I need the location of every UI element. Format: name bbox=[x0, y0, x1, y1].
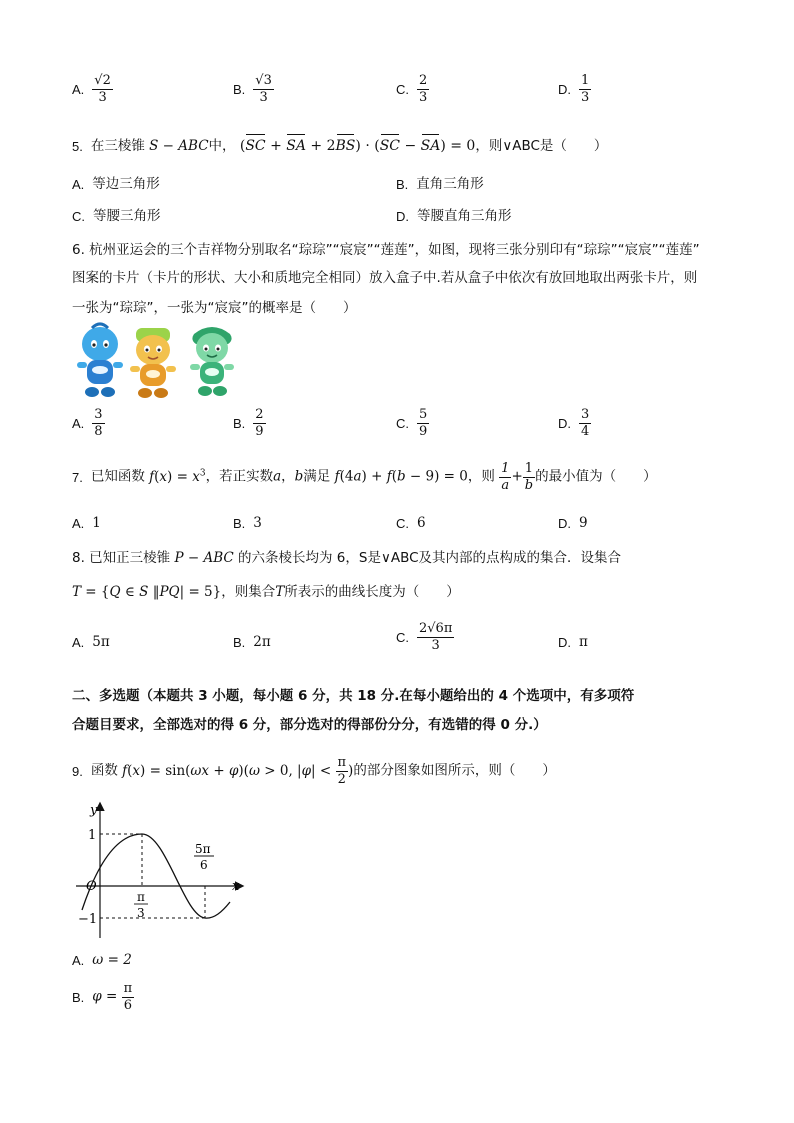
q6-line1: 6. 杭州亚运会的三个吉祥物分别取名“琮琮”“宸宸”“莲莲”，如图，现将三张分别印有“琮琮”“宸宸”“莲莲” bbox=[72, 242, 700, 258]
q6-line2: 图案的卡片（卡片的形状、大小和质地完全相同）放入盒子中.若从盒子中依次有放回地取出两张卡片，则 bbox=[72, 270, 698, 286]
q5-option-a: A. 等边三角形 bbox=[72, 176, 160, 192]
x2-den: 6 bbox=[200, 858, 208, 872]
x1-den: 3 bbox=[137, 906, 145, 920]
q8-option-b: B. 2π bbox=[233, 634, 271, 650]
q5-vector-expression: (SC + SA + 2BS) · (SC − SA) = 0 bbox=[239, 138, 476, 154]
q8-line1: 8. 已知正三棱锥 P − ABC 的六条棱长均为 6，S是∨ABC及其内部的点构成的集合．设集合 bbox=[72, 550, 622, 566]
y-min-label: −1 bbox=[78, 912, 98, 927]
mascots-illustration bbox=[72, 322, 250, 400]
q8-set-def: T = {Q ∈ S ‖PQ| = 5} bbox=[72, 584, 222, 600]
q8-line2: T = {Q ∈ S ‖PQ| = 5}，则集合T所表示的曲线长度为（ ） bbox=[72, 584, 460, 600]
q9-option-b: B. φ = $\frac{\pi}{6}$ bbox=[72, 981, 133, 1013]
q7-option-c: C. 6 bbox=[396, 515, 426, 531]
mascot-chenchen bbox=[130, 328, 176, 398]
section2-heading-line1: 二、多选题（本题共 3 小题，每小题 6 分，共 18 分.在每小题给出的 4 个选项中，有多项符 bbox=[72, 688, 635, 704]
mascot-lianlian bbox=[190, 327, 234, 396]
origin-label: O bbox=[86, 879, 97, 894]
q6-option-a: A. $\frac{3}{8}$ bbox=[72, 407, 103, 439]
q7-condition: f(4a) + f(b − 9) = 0 bbox=[334, 468, 468, 485]
q8-option-c: C. $\frac{2√6\pi}{3}$ bbox=[396, 621, 453, 653]
y-max-label: 1 bbox=[88, 828, 97, 843]
q6-option-d: D. $\frac{3}{4}$ bbox=[558, 407, 590, 439]
q9-option-a: A. ω = 2 bbox=[72, 952, 132, 968]
q4-option-d: D. $\frac{1}{3}$ bbox=[558, 73, 590, 105]
q8-option-d: D. π bbox=[558, 634, 588, 650]
q9-sine-graph bbox=[72, 798, 252, 948]
q4-option-a: A. $\frac{√2}{3}$ bbox=[72, 73, 111, 105]
y-label: y bbox=[90, 803, 98, 818]
q5-option-c: C. 等腰三角形 bbox=[72, 208, 161, 224]
x2-num: 5π bbox=[195, 842, 211, 856]
q8-option-a: A. 5π bbox=[72, 634, 110, 650]
x1-num: π bbox=[137, 890, 145, 904]
q9-stem: 9. 函数 f(x) = sin(ωx + φ)(ω > 0, |φ| < $\frac{\pi}{2}$ )的部分图象如图所示，则（ ） bbox=[72, 755, 556, 787]
q7-option-a: A. 1 bbox=[72, 515, 101, 531]
mascot-congcong bbox=[77, 324, 123, 397]
q6-option-c: C. $\frac{5}{9}$ bbox=[396, 407, 428, 439]
q4-option-b: B. $\frac{√3}{3}$ bbox=[233, 73, 272, 105]
q7-option-d: D. 9 bbox=[558, 515, 588, 531]
q5-stem: 5. 在三棱锥 S − ABC中， (SC + SA + 2BS) · (SC − SA) = 0，则∨ABC是（ ） bbox=[72, 138, 608, 154]
x-label: x bbox=[232, 879, 240, 894]
q5-option-b: B. 直角三角形 bbox=[396, 176, 484, 192]
q5-option-d: D. 等腰直角三角形 bbox=[396, 208, 512, 224]
q7-stem: 7. 已知函数 $f(x) = x^3$，若正实数a，b满足 f(4a) + f(b − 9) = 0，则 $\frac{1}{a}$ + $\frac{1}{b}$ 的最小值为（ ） bbox=[72, 461, 657, 493]
mascots-drawing bbox=[72, 322, 250, 400]
q6-line3: 一张为“琮琮”，一张为“宸宸”的概率是（ ） bbox=[72, 300, 357, 316]
q7-function-def: $f(x) = x^3$ bbox=[149, 468, 206, 485]
q6-option-b: B. $\frac{2}{9}$ bbox=[233, 407, 264, 439]
q4-option-c: C. $\frac{2}{3}$ bbox=[396, 73, 428, 105]
q7-option-b: B. 3 bbox=[233, 515, 262, 531]
section2-heading-line2: 合题目要求，全部选对的得 6 分，部分选对的得部份分分，有选错的得 0 分.） bbox=[72, 717, 547, 733]
q9-function-def: f(x) = sin(ωx + φ)(ω > 0, |φ| < $\frac{\pi}{2}$ ) bbox=[122, 755, 354, 787]
